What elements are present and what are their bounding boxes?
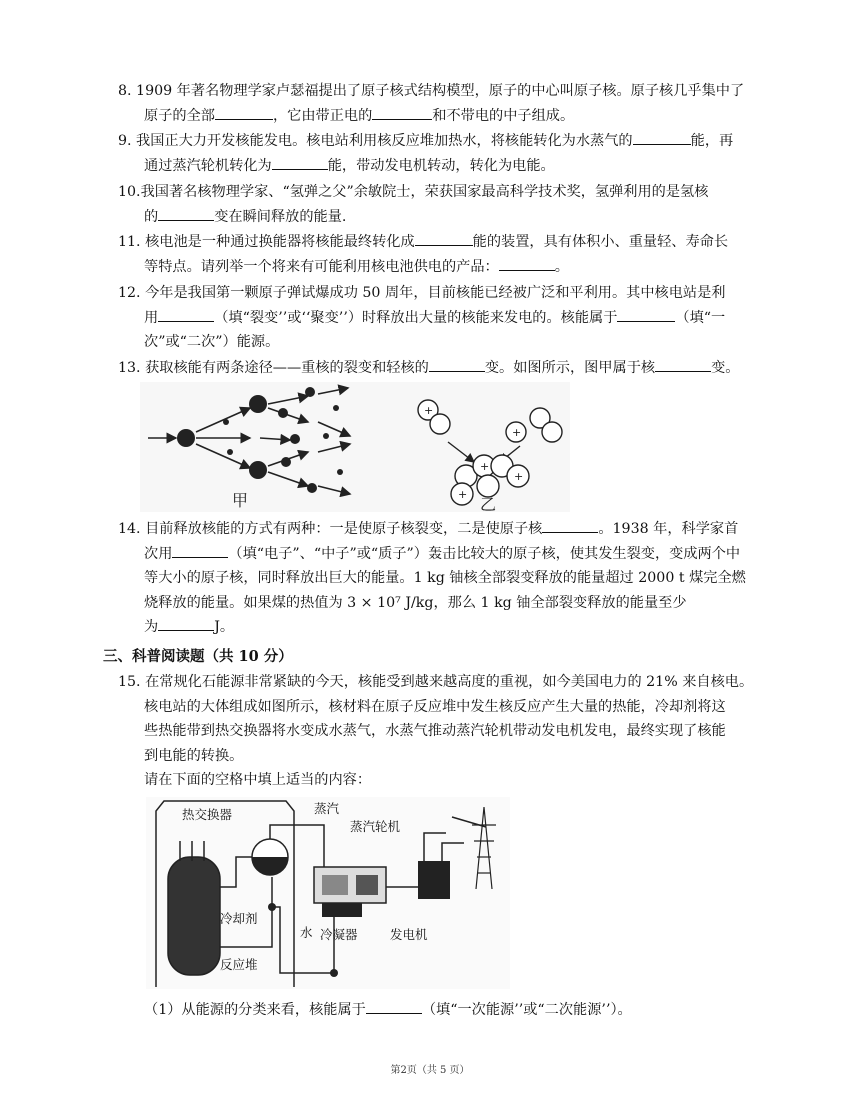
label-coolant: 冷却剂 bbox=[220, 911, 258, 926]
label-condenser: 冷凝器 bbox=[320, 927, 358, 942]
answer-blank[interactable] bbox=[542, 518, 598, 533]
answer-blank[interactable] bbox=[172, 543, 228, 558]
answer-blank[interactable] bbox=[366, 999, 422, 1014]
q8-line1: 8. 1909 年著名物理学家卢瑟福提出了原子核式结构模型，原子的中心叫原子核。原子核几乎集中了 bbox=[118, 83, 745, 99]
question-8 bbox=[118, 79, 766, 128]
svg-text:+: + bbox=[514, 470, 524, 483]
q14-line4: 烧释放的能量。如果煤的热值为 3 × 10⁷ J/kg，那么 1 kg 铀全部裂变释放的能量至少 bbox=[144, 594, 687, 611]
label-heat-exchanger: 热交换器 bbox=[182, 807, 233, 822]
q11-line1: 11. 核电池是一种通过换能器将核能最终转化成 能的装置，具有体积小、重量轻、寿命长 bbox=[118, 230, 766, 255]
svg-text:+: + bbox=[512, 426, 522, 439]
question-15 bbox=[118, 670, 766, 793]
q15-line4: 到电能的转换。 bbox=[144, 747, 244, 764]
question-11 bbox=[118, 230, 766, 279]
question-13 bbox=[118, 356, 766, 381]
q9-line2: 通过蒸汽轮机转化为 能，带动发电机转动，转化为电能。 bbox=[118, 154, 766, 179]
q15-line3: 些热能带到热交换器将水变成水蒸气，水蒸气推动蒸汽轮机带动发电机发电，最终实现了核能 bbox=[144, 723, 726, 739]
q15-sub1-line: （1）从能源的分类来看，核能属于 （填“一次能源’’或“二次能源’’）。 bbox=[118, 998, 766, 1023]
label-water: 水 bbox=[300, 925, 313, 940]
answer-blank[interactable] bbox=[633, 130, 691, 145]
answer-blank[interactable] bbox=[499, 256, 555, 271]
q10-line1: 10.我国著名核物理学家、“氢弹之父”余敏院士，荣获国家最高科学技术奖，氢弹利用的是氢核 bbox=[118, 184, 709, 200]
answer-blank[interactable] bbox=[415, 231, 473, 246]
q14-line5: 为 J。 bbox=[118, 615, 766, 640]
generator-icon bbox=[418, 861, 450, 899]
figure-label-yi: 乙 bbox=[480, 495, 497, 512]
q9-line1: 9. 我国正大力开发核能发电。核电站利用核反应堆加热水，将核能转化为水蒸气的 能，再 bbox=[118, 129, 766, 154]
answer-blank[interactable] bbox=[372, 105, 432, 120]
answer-blank[interactable] bbox=[655, 357, 711, 372]
reactor-vessel bbox=[168, 857, 220, 975]
answer-blank[interactable] bbox=[429, 357, 485, 372]
q14-line3: 等大小的原子核，同时释放出巨大的能量。1 kg 铀核全部裂变释放的能量超过 2000 t 煤完全燃 bbox=[144, 570, 746, 586]
answer-blank[interactable] bbox=[272, 155, 328, 170]
q12-line3: 次”或“二次”）能源。 bbox=[144, 334, 280, 350]
q14-line2: 次用 （填“电子”、“中子”或“质子”）轰击比较大的原子核，使其发生裂变，变成两个中 bbox=[118, 542, 766, 567]
label-turbine: 蒸汽轮机 bbox=[350, 819, 401, 834]
fission-fusion-figure bbox=[140, 382, 570, 512]
svg-text:+: + bbox=[480, 460, 490, 473]
label-generator: 发电机 bbox=[390, 927, 428, 942]
q15-line1: 15. 在常规化石能源非常紧缺的今天，核能受到越来越高度的重视，如今美国电力的 21% 来自核电。 bbox=[118, 674, 754, 690]
condenser-icon bbox=[322, 903, 362, 917]
nuclear-plant-diagram bbox=[146, 797, 510, 989]
svg-text:+: + bbox=[458, 488, 468, 501]
answer-blank[interactable] bbox=[617, 307, 675, 322]
question-9 bbox=[118, 129, 766, 178]
question-10 bbox=[118, 180, 766, 229]
question-12 bbox=[118, 281, 766, 355]
section-title: 三、科普阅读题（共 10 分） bbox=[103, 648, 293, 665]
q15-line2: 核电站的大体组成如图所示，核材料在原子反应堆中发生核反应产生大量的热能，冷却剂将这 bbox=[144, 698, 726, 715]
figure-label-jia: 甲 bbox=[232, 491, 249, 510]
label-reactor: 反应堆 bbox=[220, 957, 258, 972]
q10-line2: 的 变在瞬间释放的能量. bbox=[118, 205, 766, 230]
svg-text:+: + bbox=[424, 404, 434, 417]
question-14 bbox=[118, 517, 766, 640]
label-steam: 蒸汽 bbox=[314, 801, 340, 816]
answer-blank[interactable] bbox=[158, 206, 214, 221]
q13-line1: 13. 获取核能有两条途径——重核的裂变和轻核的 变。如图所示，图甲属于核 变。 bbox=[118, 356, 766, 381]
page-footer: 第2页（共 5 页） bbox=[390, 1065, 470, 1076]
q14-line1: 14. 目前释放核能的方式有两种：一是使原子核裂变，二是使原子核 。1938 年，科学家首 bbox=[118, 517, 766, 542]
q11-line2: 等特点。请列举一个将来有可能利用核电池供电的产品： 。 bbox=[118, 255, 766, 280]
answer-blank[interactable] bbox=[158, 307, 214, 322]
answer-blank[interactable] bbox=[158, 616, 214, 631]
q15-line5: 请在下面的空格中填上适当的内容： bbox=[144, 772, 372, 788]
q12-line1: 12. 今年是我国第一颗原子弹试爆成功 50 周年，目前核能已经被广泛和平利用。其中核电站是利 bbox=[118, 285, 726, 301]
q8-line2: 原子的全部 ，它由带正电的 和不带电的中子组成。 bbox=[118, 104, 766, 129]
q12-line2: 用 （填“裂变’’或‘‘聚变’’）时释放出大量的核能来发电的。核能属于 （填“一 bbox=[118, 306, 766, 331]
question-15-sub1 bbox=[118, 998, 766, 1023]
answer-blank[interactable] bbox=[215, 105, 273, 120]
